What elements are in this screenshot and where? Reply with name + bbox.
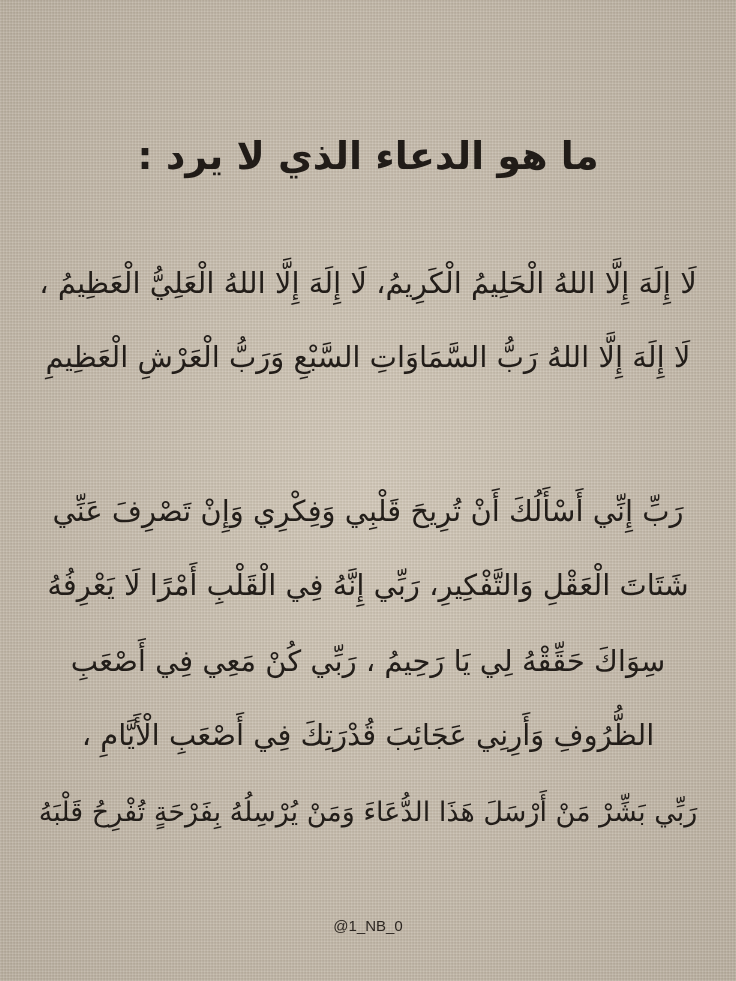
dua-line-2: لَا إِلَهَ إِلَّا اللهُ رَبُّ السَّمَاوَاتِ السَّبْعِ وَرَبُّ الْعَرْشِ الْعَظِيمِ xyxy=(45,340,691,374)
dua-line-4: شَتَاتَ الْعَقْلِ وَالتَّفْكِيرِ، رَبِّي إِنَّهُ فِي الْقَلْبِ أَمْرًا لَا يَعْرِفُهُ xyxy=(47,568,689,602)
dua-line-7: رَبِّي بَشِّرْ مَنْ أَرْسَلَ هَذَا الدُّعَاءَ وَمَنْ يُرْسِلُهُ بِفَرْحَةٍ تُفْرِحُ قَلْبَهُ xyxy=(38,797,698,828)
dua-line-3: رَبِّ إِنِّي أَسْأَلُكَ أَنْ تُرِيحَ قَلْبِي وَفِكْرِي وَإِنْ تَصْرِفَ عَنِّي xyxy=(52,494,684,528)
dua-line-6: الظُّرُوفِ وَأَرِنِي عَجَائِبَ قُدْرَتِكَ فِي أَصْعَبِ الْأَيَّامِ ، xyxy=(81,718,655,752)
page-title: ما هو الدعاء الذي لا يرد : xyxy=(137,134,599,178)
dua-line-5: سِوَاكَ حَقِّقْهُ لِي يَا رَحِيمُ ، رَبِّي كُنْ مَعِي فِي أَصْعَبِ xyxy=(70,644,666,678)
watermark-handle: @1_NB_0 xyxy=(333,918,403,935)
dua-line-1: لَا إِلَهَ إِلَّا اللهُ الْحَلِيمُ الْكَرِيمُ، لَا إِلَهَ إِلَّا اللهُ الْعَلِيُّ الْعَظِيمُ ، xyxy=(39,266,697,300)
